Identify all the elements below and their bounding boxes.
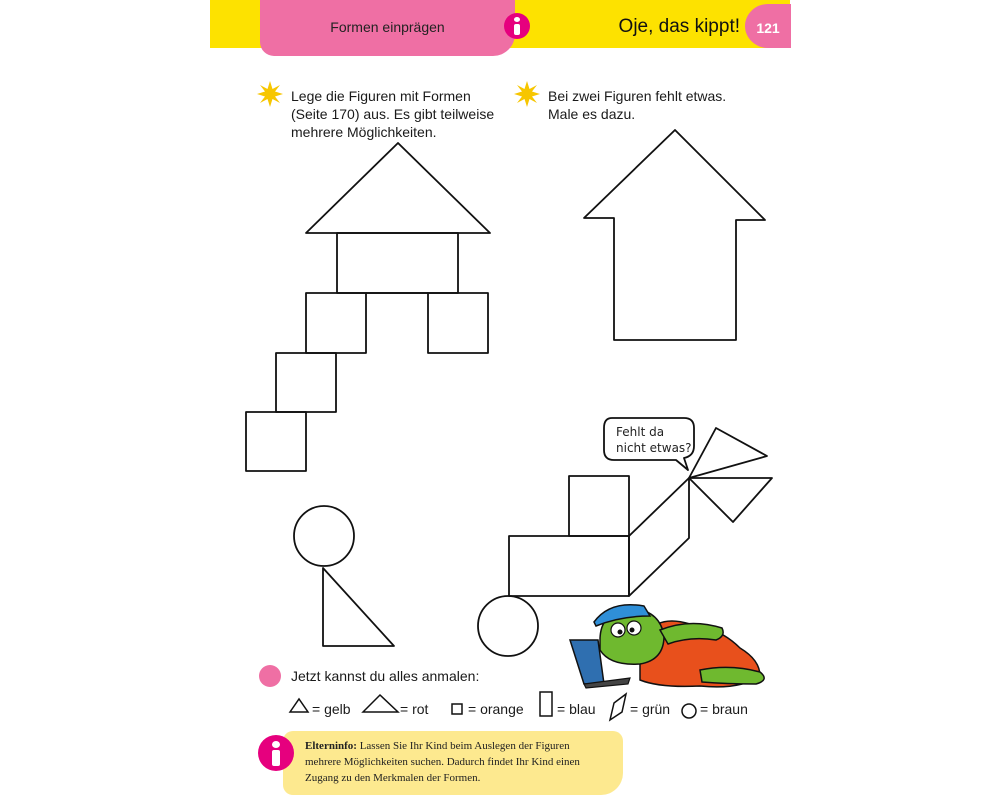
person-figure — [294, 506, 394, 646]
parent-info-line: mehrere Möglichkeiten suchen. Dadurch findet Ihr Kind einen — [305, 756, 580, 768]
page-number: 121 — [745, 4, 791, 48]
parent-info-line: Lassen Sie Ihr Kind beim Auslegen der Figuren — [356, 740, 570, 752]
task1-line: Lege die Figuren mit Formen — [291, 88, 471, 104]
parent-info-line: Zugang zu den Merkmalen der Formen. — [305, 772, 481, 784]
pink-bullet-icon — [259, 665, 281, 687]
speech-bubble-text — [616, 424, 692, 456]
legend-label: = braun — [700, 701, 748, 717]
legend-label: = grün — [630, 701, 671, 717]
rectangle-icon — [540, 692, 552, 716]
legend-label: = blau — [557, 701, 596, 717]
section-label: Formen einprägen — [330, 19, 445, 35]
small-triangle-icon — [290, 699, 308, 712]
task2-line: Male es dazu. — [548, 106, 636, 122]
small-square-icon — [452, 704, 462, 714]
parent-info-label: Elterninfo: — [305, 740, 357, 752]
house-figure — [246, 143, 490, 471]
task2-line: Bei zwei Figuren fehlt etwas. — [548, 88, 727, 104]
task1-line: mehrere Möglichkeiten. — [291, 124, 437, 140]
frog-character — [570, 605, 764, 688]
legend-label: = gelb — [312, 701, 351, 717]
parallelogram-icon — [610, 694, 626, 720]
speech-line: nicht etwas? — [616, 441, 692, 455]
page-title: Oje, das kippt! — [618, 16, 740, 37]
coloring-instruction: Jetzt kannst du alles anmalen: — [291, 668, 480, 684]
circle-icon — [682, 704, 696, 718]
task1-line: (Seite 170) aus. Es gibt teilweise — [291, 106, 495, 122]
large-triangle-icon — [363, 695, 398, 712]
speech-line: Fehlt da — [616, 425, 665, 439]
arrow-house-figure — [584, 130, 765, 340]
info-icon — [258, 735, 294, 771]
legend-label: = rot — [400, 701, 429, 717]
parent-info-text — [305, 738, 615, 786]
legend-label: = orange — [468, 701, 524, 717]
